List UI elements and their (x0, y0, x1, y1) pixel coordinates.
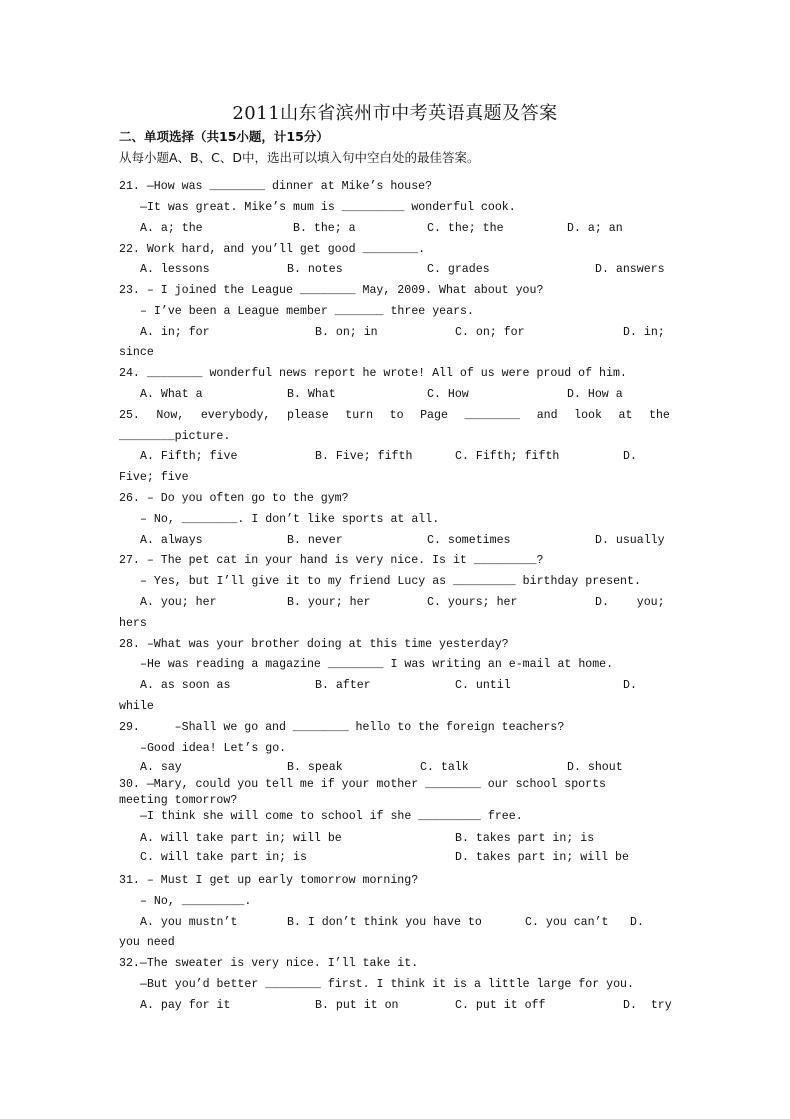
question-21-stem: 21. —How was ________ dinner at Mike’s house? (119, 180, 433, 193)
question-32-stem: 32.—The sweater is very nice. I’ll take it. (119, 957, 419, 970)
option-25-a: A. Fifth; five (140, 450, 238, 463)
question-25-word: everybody, (200, 409, 271, 422)
question-25-word: please (286, 409, 329, 422)
option-23-b: B. on; in (315, 326, 378, 339)
option-32-b: B. put it on (315, 999, 399, 1012)
option-32-c: C. put it off (455, 999, 546, 1012)
option-30-c: C. will take part in; is (140, 851, 307, 864)
option-22-c: C. grades (427, 263, 490, 276)
option-21-c: C. the; the (427, 222, 504, 235)
question-25-word: Page (420, 409, 448, 422)
question-25-word: at (618, 409, 633, 422)
option-21-a: A. a; the (140, 222, 203, 235)
question-25-word: the (648, 409, 670, 422)
question-25-word: look (574, 409, 602, 422)
question-25-stem (119, 409, 670, 422)
option-25-b: B. Five; fifth (315, 450, 413, 463)
question-25-word: Now, (156, 409, 185, 422)
question-29-stem: 29. –Shall we go and ________ hello to the foreign teachers? (119, 721, 565, 734)
option-29-d: D. shout (567, 761, 623, 774)
question-25-word: 25. (119, 409, 140, 422)
option-23-d: D. in; (623, 326, 665, 339)
option-26-a: A. always (140, 534, 203, 547)
option-25-d: D. (623, 450, 637, 463)
option-24-c: C. How (427, 388, 469, 401)
option-31-b: B. I don’t think you have to (287, 916, 482, 929)
option-22-d: D. answers (595, 263, 665, 276)
question-23-reply: – I’ve been a League member _______ three years. (140, 305, 474, 318)
option-24-b: B. What (287, 388, 336, 401)
question-23-stem: 23. – I joined the League ________ May, 2009. What about you? (119, 284, 544, 297)
option-23-d-wrap: since (119, 346, 154, 359)
question-25-word: ________ (464, 409, 521, 422)
option-32-a: A. pay for it (140, 999, 231, 1012)
option-27-c: C. yours; her (427, 596, 518, 609)
question-24-stem: 24. ________ wonderful news report he wrote! All of us were proud of him. (119, 367, 627, 380)
question-29-reply: –Good idea! Let’s go. (140, 742, 287, 755)
question-26-stem: 26. – Do you often go to the gym? (119, 492, 349, 505)
question-22-stem: 22. Work hard, and you’ll get good ________. (119, 243, 426, 256)
option-30-a: A. will take part in; will be (140, 832, 342, 845)
option-26-d: D. usually (595, 534, 665, 547)
option-29-c: C. talk (420, 761, 469, 774)
question-30-stem: 30. —Mary, could you tell me if your mother ________ our school sports (119, 778, 607, 791)
question-30-stem-cont: meeting tomorrow? (119, 794, 238, 807)
option-27-a: A. you; her (140, 596, 217, 609)
option-23-a: A. in; for (140, 326, 210, 339)
option-28-d-wrap: while (119, 700, 154, 713)
option-22-b: B. notes (287, 263, 343, 276)
question-30-reply: —I think she will come to school if she _________ free. (140, 810, 523, 823)
question-28-stem: 28. –What was your brother doing at this time yesterday? (119, 638, 509, 651)
question-31-reply: – No, _________. (140, 895, 252, 908)
document-title: 2011山东省滨州市中考英语真题及答案 (232, 103, 558, 124)
option-26-b: B. never (287, 534, 343, 547)
question-25-word: to (389, 409, 404, 422)
option-27-d: D. you; (595, 596, 665, 609)
question-28-reply: –He was reading a magazine ________ I was writing an e-mail at home. (140, 658, 614, 671)
question-31-stem: 31. – Must I get up early tomorrow morning? (119, 874, 419, 887)
question-27-reply: – Yes, but I’ll give it to my friend Lucy as _________ birthday present. (140, 575, 641, 588)
option-31-d: D. (630, 916, 644, 929)
section-instruction: 从每小题A、B、C、D中，选出可以填入句中空白处的最佳答案。 (119, 150, 480, 165)
question-26-reply: – No, ________. I don’t like sports at all. (140, 513, 440, 526)
question-25-word: and (536, 409, 558, 422)
option-22-a: A. lessons (140, 263, 210, 276)
option-32-d: D. try (623, 999, 672, 1012)
option-23-c: C. on; for (455, 326, 525, 339)
option-24-d: D. How a (567, 388, 623, 401)
option-26-c: C. sometimes (427, 534, 511, 547)
option-28-d: D. (623, 679, 637, 692)
question-25-word: turn (345, 409, 374, 422)
question-27-stem: 27. – The pet cat in your hand is very nice. Is it _________? (119, 554, 544, 567)
option-27-b: B. your; her (287, 596, 371, 609)
section-heading: 二、单项选择（共15小题，计15分） (119, 129, 329, 144)
option-29-b: B. speak (287, 761, 343, 774)
option-30-d: D. takes part in; will be (455, 851, 629, 864)
option-30-b: B. takes part in; is (455, 832, 595, 845)
question-21-reply: —It was great. Mike’s mum is _________ wonderful cook. (140, 201, 516, 214)
option-21-b: B. the; a (293, 222, 356, 235)
option-28-c: C. until (455, 679, 511, 692)
option-21-d: D. a; an (567, 222, 623, 235)
question-32-reply: —But you’d better ________ first. I think it is a little large for you. (140, 978, 634, 991)
option-31-c: C. you can’t (525, 916, 609, 929)
option-25-d-wrap: Five; five (119, 471, 189, 484)
option-27-d-wrap: hers (119, 617, 147, 630)
option-25-c: C. Fifth; fifth (455, 450, 560, 463)
option-24-a: A. What a (140, 388, 203, 401)
option-31-d-wrap: you need (119, 936, 175, 949)
option-31-a: A. you mustn’t (140, 916, 238, 929)
option-28-a: A. as soon as (140, 679, 231, 692)
option-29-a: A. say (140, 761, 182, 774)
option-28-b: B. after (315, 679, 371, 692)
question-25-stem-cont: ________picture. (119, 430, 231, 443)
